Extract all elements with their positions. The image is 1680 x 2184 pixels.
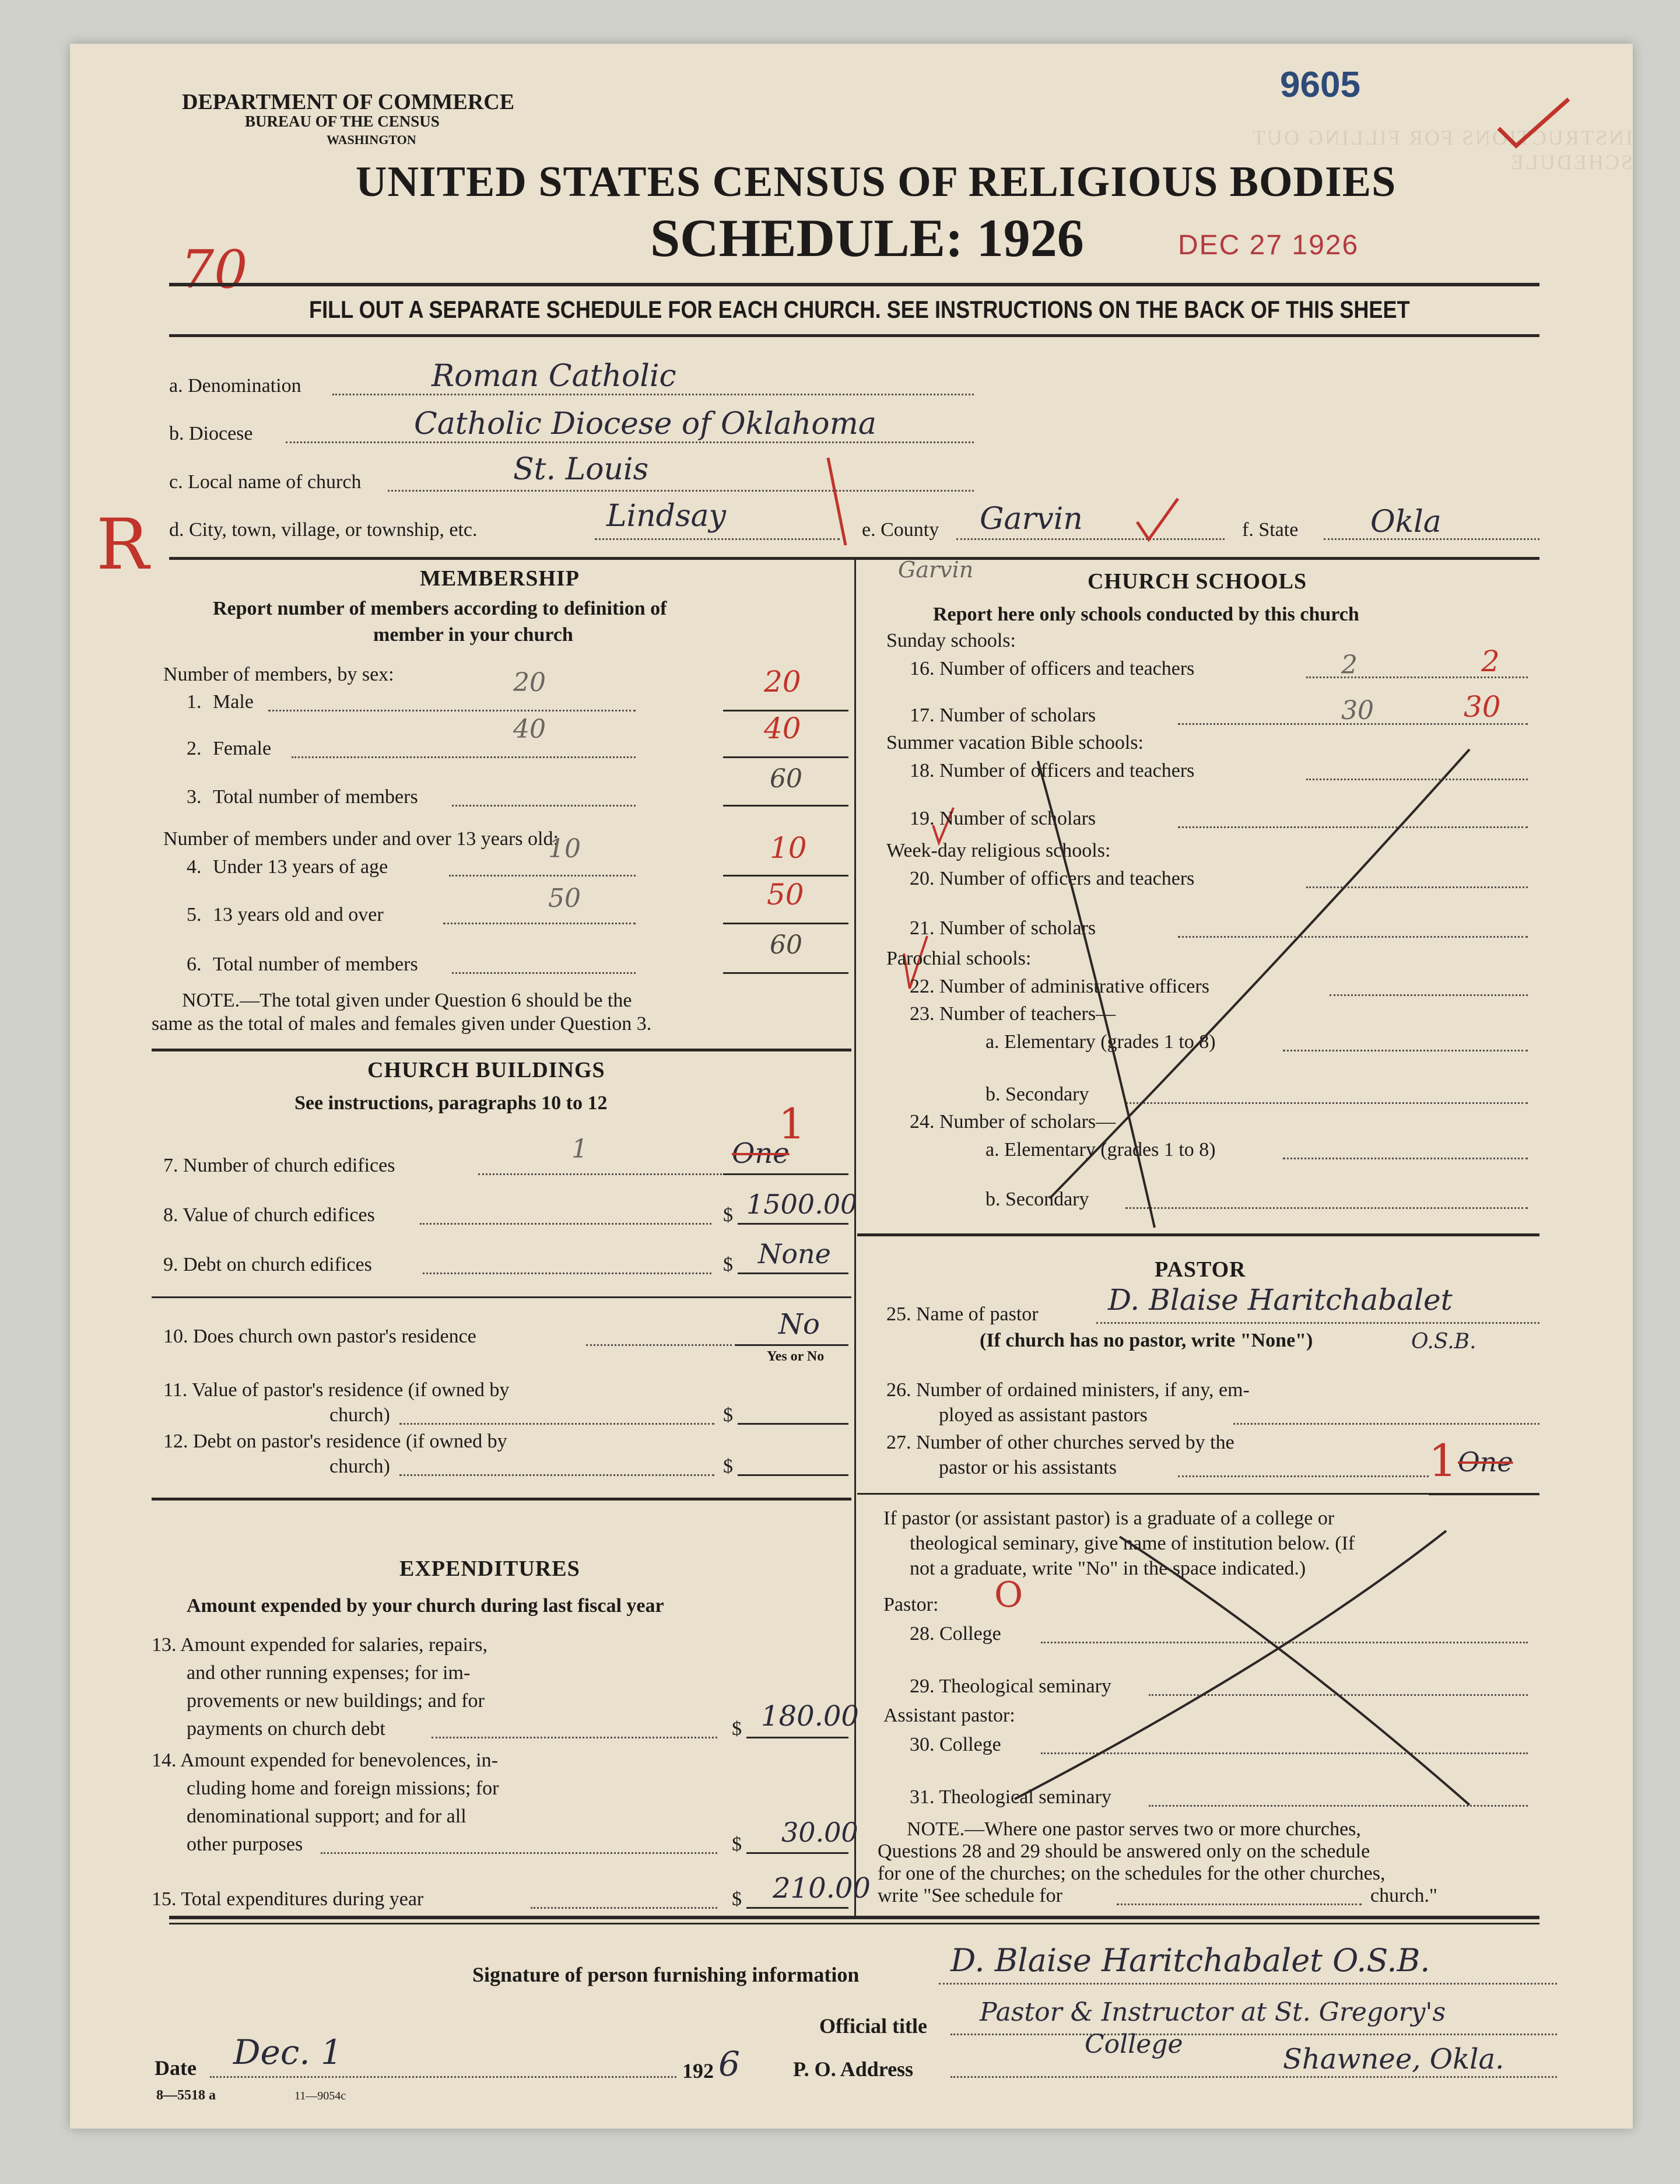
edifices-line xyxy=(478,1173,729,1175)
pencil-value: 50 xyxy=(548,884,581,913)
edifice-value-line xyxy=(420,1223,711,1225)
currency-symbol: $ xyxy=(732,1888,742,1910)
official-title-value-1: Pastor & Instructor at St. Gregory's xyxy=(980,1997,1446,2027)
pastor-education-label: Pastor: xyxy=(883,1594,939,1615)
assistant-education-label: Assistant pastor: xyxy=(883,1705,1015,1726)
answer-line xyxy=(738,1474,848,1476)
date-line xyxy=(210,2076,676,2078)
schools-rule xyxy=(857,1233,1539,1236)
member-value: 60 xyxy=(770,930,802,960)
other-churches-label-1: 27. Number of other churches served by the xyxy=(886,1432,1234,1453)
body-rule xyxy=(169,1916,1539,1919)
row-number: 1. xyxy=(187,691,202,713)
members-by-age-label: Number of members under and over 13 years old: xyxy=(163,828,559,850)
q17-value: 30 xyxy=(1464,690,1501,724)
row-line xyxy=(452,805,636,807)
assistant-ministers-label-2: ployed as assistant pastors xyxy=(939,1404,1148,1426)
edifice-debt-line xyxy=(423,1272,711,1274)
q24a-label: a. Elementary (grades 1 to 8) xyxy=(985,1139,1216,1161)
department-name: DEPARTMENT OF COMMERCE xyxy=(182,90,515,114)
parochial-schools-label: Parochial schools: xyxy=(886,948,1032,969)
pastor-name-value: D. Blaise Haritchabalet xyxy=(1108,1283,1453,1317)
q14-line-2: cluding home and foreign missions; for xyxy=(187,1778,499,1799)
buildings-heading: CHURCH BUILDINGS xyxy=(367,1058,605,1082)
stamp-number: 9605 xyxy=(1280,65,1360,105)
date-received-stamp: DEC 27 1926 xyxy=(1178,230,1359,261)
po-address-value: Shawnee, Okla. xyxy=(1283,2043,1504,2076)
margin-letter: R xyxy=(96,504,149,586)
red-check-mark xyxy=(1131,493,1184,545)
residence-debt-line xyxy=(399,1474,714,1476)
member-value: 50 xyxy=(767,878,804,912)
denomination-value: Roman Catholic xyxy=(432,359,676,394)
q13-line-2: and other running expenses; for im- xyxy=(187,1662,471,1684)
q15-amount: 210.00 xyxy=(773,1872,871,1905)
diocese-line xyxy=(286,441,974,443)
bureau-name: BUREAU OF THE CENSUS xyxy=(245,113,440,130)
currency-symbol: $ xyxy=(732,1834,742,1855)
q23-label: 23. Number of teachers— xyxy=(910,1003,1116,1025)
q14-line-1: 14. Amount expended for benevolences, in- xyxy=(152,1750,498,1771)
county-label: e. County xyxy=(862,519,939,541)
signature-label: Signature of person furnishing information xyxy=(472,1963,860,1986)
residence-owned-label: 10. Does church own pastor's residence xyxy=(163,1326,476,1347)
q14-line-3: denominational support; and for all xyxy=(187,1806,467,1827)
answer-line xyxy=(723,972,848,974)
diocese-label: b. Diocese xyxy=(169,423,253,444)
row-number: 6. xyxy=(187,953,202,975)
row-label: Male xyxy=(213,691,254,713)
weekday-schools-label: Week-day religious schools: xyxy=(886,840,1111,861)
answer-line xyxy=(723,923,848,924)
signature-value: D. Blaise Haritchabalet O.S.B. xyxy=(951,1942,1430,1979)
form-number: 8—5518 a xyxy=(156,2088,216,2103)
schools-heading: CHURCH SCHOOLS xyxy=(1088,569,1307,594)
pastor-note-4: write "See schedule for xyxy=(878,1885,1062,1906)
answer-line xyxy=(746,1852,848,1854)
pastor-name-line xyxy=(1096,1322,1539,1324)
edifice-value-amount: 1500.00 xyxy=(746,1189,858,1220)
row-line xyxy=(292,756,636,758)
buildings-rule xyxy=(152,1296,851,1298)
q14-amount: 30.00 xyxy=(781,1817,858,1848)
pastor-note-2: Questions 28 and 29 should be answered only on the schedule xyxy=(878,1841,1370,1862)
graduate-instruction-1: If pastor (or assistant pastor) is a graduate of a college or xyxy=(883,1508,1335,1529)
answer-line xyxy=(723,1173,848,1175)
q17-label: 17. Number of scholars xyxy=(910,704,1096,726)
header-rule-top xyxy=(169,283,1539,286)
cross-out-mark xyxy=(968,726,1493,1251)
residence-value-label-2: church) xyxy=(329,1404,390,1426)
official-title-value-2: College xyxy=(1085,2029,1183,2059)
q22-label: 22. Number of administrative officers xyxy=(910,976,1209,997)
po-address-line xyxy=(951,2076,1557,2078)
pencil-value: 10 xyxy=(548,834,581,864)
q13-line-4: payments on church debt xyxy=(187,1718,385,1740)
pastor-note-3: for one of the churches; on the schedules for the other churches, xyxy=(878,1863,1386,1884)
state-value: Okla xyxy=(1370,504,1441,539)
census-schedule-sheet xyxy=(70,44,1633,2129)
edifices-label: 7. Number of church edifices xyxy=(163,1155,395,1176)
signature-line xyxy=(939,1983,1557,1985)
margin-number: 70 xyxy=(181,239,248,300)
q21-label: 21. Number of scholars xyxy=(910,917,1096,939)
row-label: Under 13 years of age xyxy=(213,856,388,878)
q28-label: 28. College xyxy=(910,1623,1001,1645)
header-rule-bottom xyxy=(169,334,1539,337)
q23a-label: a. Elementary (grades 1 to 8) xyxy=(985,1031,1216,1053)
print-code: 11—9054c xyxy=(294,2090,346,2102)
pastor-section-rule xyxy=(857,1493,1539,1495)
q13-dot-line xyxy=(432,1737,717,1738)
edifices-red-value: 1 xyxy=(778,1099,805,1148)
q15-dot-line xyxy=(531,1907,717,1909)
county-pencil-note: Garvin xyxy=(898,557,974,583)
row-number: 3. xyxy=(187,786,202,808)
yes-or-no-hint: Yes or No xyxy=(767,1349,825,1364)
membership-subheading-2: member in your church xyxy=(373,624,573,646)
city-label: d. City, town, village, or township, etc. xyxy=(169,519,478,541)
members-by-sex-label: Number of members, by sex: xyxy=(163,664,394,685)
edifices-value: One xyxy=(732,1137,790,1170)
row-label: Female xyxy=(213,738,272,759)
membership-note-2: same as the total of males and females given under Question 3. xyxy=(152,1013,652,1035)
county-value: Garvin xyxy=(980,502,1083,537)
pastor-none-hint: (If church has no pastor, write "None") xyxy=(980,1330,1313,1351)
buildings-subheading: See instructions, paragraphs 10 to 12 xyxy=(294,1092,608,1114)
currency-symbol: $ xyxy=(723,1204,733,1226)
currency-symbol: $ xyxy=(732,1718,742,1740)
assistant-ministers-line xyxy=(1233,1423,1539,1425)
q29-label: 29. Theological seminary xyxy=(910,1675,1111,1697)
q18-label: 18. Number of officers and teachers xyxy=(910,760,1195,781)
q16-value: 2 xyxy=(1481,644,1500,678)
q17-pencil: 30 xyxy=(1341,696,1374,725)
date-value: Dec. 1 xyxy=(233,2032,343,2072)
see-schedule-line xyxy=(1117,1903,1362,1905)
pastor-name-label: 25. Name of pastor xyxy=(886,1303,1039,1325)
row-label: Total number of members xyxy=(213,953,418,975)
pastor-heading: PASTOR xyxy=(1155,1257,1246,1282)
pencil-value: 20 xyxy=(513,668,546,697)
row-label: 13 years old and over xyxy=(213,904,384,926)
local-church-value: St. Louis xyxy=(513,452,649,487)
residence-owned-value: No xyxy=(778,1308,820,1341)
pastor-note-1: NOTE.—Where one pastor serves two or more churches, xyxy=(907,1818,1361,1840)
date-label: Date xyxy=(155,2056,197,2080)
diocese-value: Catholic Diocese of Oklahoma xyxy=(414,406,876,441)
denomination-line xyxy=(332,394,974,395)
row-number: 5. xyxy=(187,904,202,926)
edifice-debt-label: 9. Debt on church edifices xyxy=(163,1254,372,1275)
denomination-label: a. Denomination xyxy=(169,375,301,397)
state-label: f. State xyxy=(1242,519,1299,541)
membership-rule xyxy=(152,1049,851,1051)
answer-line xyxy=(723,875,848,877)
residence-value-line xyxy=(399,1423,714,1425)
reverse-side-bleed: INSTRUCTIONS FOR FILLING OUT SCHEDULE xyxy=(1251,126,1633,174)
q31-label: 31. Theological seminary xyxy=(910,1786,1111,1808)
q19-label: 19. Number of scholars xyxy=(910,808,1096,829)
answer-line xyxy=(746,1907,848,1909)
answer-line xyxy=(746,1737,848,1738)
q14-dot-line xyxy=(321,1852,717,1854)
q13-line-1: 13. Amount expended for salaries, repairs, xyxy=(152,1634,487,1656)
row-number: 4. xyxy=(187,856,202,878)
pastor-education-mark: O xyxy=(994,1575,1023,1615)
pastor-note-5: church." xyxy=(1370,1885,1437,1906)
expenditures-subheading: Amount expended by your church during last fiscal year xyxy=(187,1595,664,1617)
other-churches-line xyxy=(1178,1475,1429,1477)
residence-value-label-1: 11. Value of pastor's residence (if owned by xyxy=(163,1379,510,1401)
year-suffix: 6 xyxy=(718,2044,740,2084)
member-value: 60 xyxy=(770,764,802,794)
red-check-mark xyxy=(1493,87,1574,152)
graduate-instruction-2: theological seminary, give name of institution below. (If xyxy=(910,1533,1355,1554)
bureau-city: WASHINGTON xyxy=(327,132,416,147)
sunday-schools-label: Sunday schools: xyxy=(886,630,1016,651)
currency-symbol: $ xyxy=(723,1254,733,1275)
member-value: 10 xyxy=(770,831,807,865)
edifice-value-label: 8. Value of church edifices xyxy=(163,1204,375,1226)
answer-line xyxy=(738,1223,848,1225)
row-line xyxy=(268,710,636,711)
q24b-label: b. Secondary xyxy=(985,1189,1089,1210)
q15-label: 15. Total expenditures during year xyxy=(152,1888,424,1910)
row-line xyxy=(443,923,636,924)
official-title-line xyxy=(951,2034,1557,2035)
q13-amount: 180.00 xyxy=(761,1700,859,1733)
summer-schools-label: Summer vacation Bible schools: xyxy=(886,732,1144,753)
answer-line xyxy=(723,805,848,807)
assistant-ministers-label-1: 26. Number of ordained ministers, if any, em- xyxy=(886,1379,1250,1401)
q20-label: 20. Number of officers and teachers xyxy=(910,868,1195,889)
separate-schedule-instruction: FILL OUT A SEPARATE SCHEDULE FOR EACH CHURCH. SEE INSTRUCTIONS ON THE BACK OF THIS SHEET xyxy=(309,296,1410,323)
local-church-line xyxy=(388,490,974,492)
expenditures-heading: EXPENDITURES xyxy=(399,1557,580,1581)
local-church-label: c. Local name of church xyxy=(169,471,362,493)
form-title: UNITED STATES CENSUS OF RELIGIOUS BODIES xyxy=(356,158,1397,206)
pastor-order-suffix: O.S.B. xyxy=(1411,1330,1476,1354)
schedule-year: SCHEDULE: 1926 xyxy=(650,208,1084,268)
cross-out-mark xyxy=(980,1525,1504,1817)
q16-label: 16. Number of officers and teachers xyxy=(910,658,1195,679)
buildings-bottom-rule xyxy=(152,1498,851,1501)
city-line xyxy=(595,538,840,540)
q14-line-4: other purposes xyxy=(187,1834,303,1855)
q13-line-3: provements or new buildings; and for xyxy=(187,1690,485,1712)
other-churches-label-2: pastor or his assistants xyxy=(939,1457,1117,1478)
other-churches-value: One xyxy=(1458,1446,1513,1478)
currency-symbol: $ xyxy=(723,1456,733,1477)
residence-debt-label-2: church) xyxy=(329,1456,390,1477)
schools-subheading: Report here only schools conducted by this church xyxy=(933,604,1359,625)
membership-heading: MEMBERSHIP xyxy=(420,566,580,591)
q30-label: 30. College xyxy=(910,1734,1001,1755)
city-value: Lindsay xyxy=(606,499,727,534)
q16-pencil: 2 xyxy=(1341,650,1358,680)
official-title-label: Official title xyxy=(819,2014,927,2038)
answer-line xyxy=(723,756,848,758)
row-line xyxy=(449,875,636,877)
other-churches-red-value: 1 xyxy=(1429,1435,1457,1487)
county-line xyxy=(956,538,1225,540)
member-value: 40 xyxy=(764,711,801,745)
residence-debt-label-1: 12. Debt on pastor's residence (if owned by xyxy=(163,1431,507,1452)
currency-symbol: $ xyxy=(723,1404,733,1426)
answer-line xyxy=(738,1423,848,1425)
answer-line xyxy=(738,1272,848,1274)
row-number: 2. xyxy=(187,738,202,759)
member-value: 20 xyxy=(764,665,801,699)
pencil-value: 40 xyxy=(513,714,546,744)
membership-note-1: NOTE.—The total given under Question 6 should be the xyxy=(182,990,632,1011)
graduate-instruction-3: not a graduate, write "No" in the space indicated.) xyxy=(910,1558,1306,1579)
year-prefix: 192 xyxy=(682,2059,714,2083)
q23b-label: b. Secondary xyxy=(985,1084,1089,1105)
row-label: Total number of members xyxy=(213,786,418,808)
residence-owned-line xyxy=(586,1344,732,1346)
row-line xyxy=(452,972,636,974)
membership-subheading-1: Report number of members according to definition of xyxy=(213,598,667,619)
q24-label: 24. Number of scholars— xyxy=(910,1111,1116,1133)
edifices-pencil: 1 xyxy=(571,1134,588,1164)
edifice-debt-amount: None xyxy=(758,1238,831,1270)
answer-line xyxy=(735,1344,848,1346)
body-rule-double xyxy=(169,1923,1539,1924)
po-address-label: P. O. Address xyxy=(793,2057,914,2081)
